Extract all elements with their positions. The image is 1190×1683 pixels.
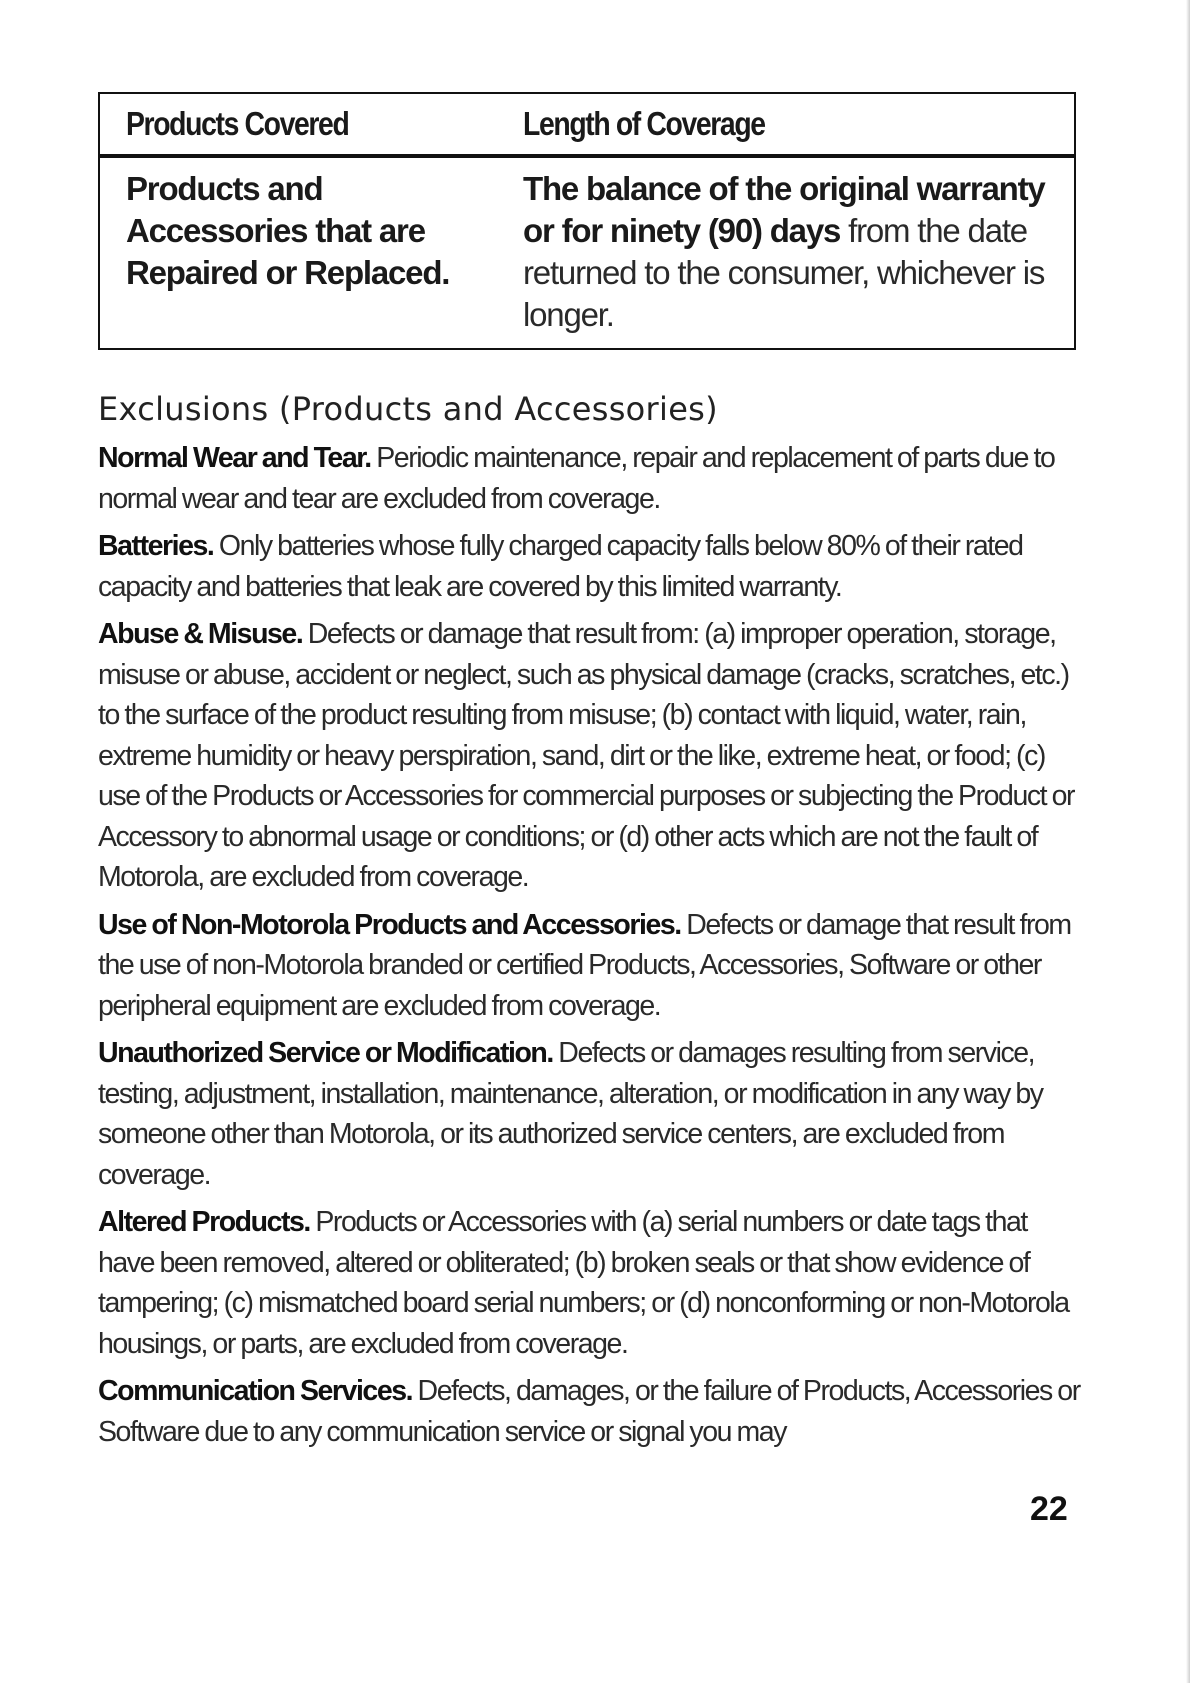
paragraph-text: Products or Accessories with (a) serial numbers or date tags that have been removed, altered or obliterated; (b) broken seals or that show evidence of tampering; (c) mismatched board serial numbers; or (d) nonconforming or non-Motorola housings, or parts, are excluded from coverage. [98, 1206, 1069, 1360]
page-number: 22 [1030, 1490, 1068, 1528]
paragraph-altered-products [98, 1202, 1083, 1364]
paragraph-text: Only batteries whose fully charged capacity falls below 80% of their rated capacity and batteries that leak are covered by this limited warranty. [98, 530, 1023, 603]
section-heading: Exclusions (Products and Accessories) [98, 390, 718, 428]
paragraph-unauthorized-service [98, 1033, 1083, 1195]
term: Communication Services. [98, 1375, 413, 1407]
term: Altered Products. [98, 1206, 310, 1238]
term: Abuse & Misuse. [98, 618, 303, 650]
cell-coverage [523, 168, 1060, 336]
cell-coverage-bold: The balance of the original warranty or for ninety (90) days [523, 170, 1045, 249]
term: Use of Non-Motorola Products and Accessories. [98, 908, 681, 941]
paragraph-abuse-misuse [98, 614, 1083, 898]
header-products-covered: Products Covered [126, 105, 349, 142]
cell-coverage-text: from the date returned to the consumer, whichever is longer. [523, 212, 1045, 333]
cell-products: Products and Accessories that are Repaired or Replaced. [126, 170, 450, 291]
paragraph-text: Defects or damages resulting from service, testing, adjustment, installation, maintenance, alteration, or modification in any way by someone other than Motorola, or its authorized service centers, are excluded from coverage. [98, 1037, 1043, 1191]
page-edge-shadow [1186, 0, 1190, 1683]
term: Unauthorized Service or Modification. [98, 1037, 553, 1069]
coverage-table [98, 92, 1076, 350]
paragraph-text: Defects or damage that result from the use of non-Motorola branded or certified Products, Accessories, Software or other peripheral equipment are excluded from coverage. [98, 908, 1071, 1022]
paragraph-normal-wear [98, 438, 1083, 519]
paragraph-text: Defects or damage that result from: (a) improper operation, storage, misuse or abuse, accident or neglect, such as physical damage (cracks, scratches, etc.) to the surface of the product resulting from misuse; (b) contact with liquid, water, rain, extreme humidity or heavy perspiration, sand, dirt or the like, extreme heat, or food; (c) use of the Products or Accessories for commercial purposes or subjecting the Product or Accessory to abnormal usage or conditions; or (d) other acts which are not the fault of Motorola, are excluded from coverage. [98, 618, 1075, 893]
coverage-table-header [100, 94, 1074, 158]
paragraph-communication-services [98, 1371, 1083, 1452]
paragraph-batteries [98, 526, 1083, 607]
term: Batteries. [98, 530, 214, 562]
paragraph-text: Periodic maintenance, repair and replacement of parts due to normal wear and tear are excluded from coverage. [98, 442, 1055, 515]
term: Normal Wear and Tear. [98, 442, 371, 474]
exclusions-list [98, 438, 1083, 1459]
paragraph-non-motorola [98, 905, 1083, 1027]
header-length-of-coverage: Length of Coverage [523, 105, 765, 142]
coverage-table-row [100, 158, 1074, 348]
paragraph-text: Defects, damages, or the failure of Products, Accessories or Software due to any communication service or signal you may [98, 1375, 1080, 1448]
